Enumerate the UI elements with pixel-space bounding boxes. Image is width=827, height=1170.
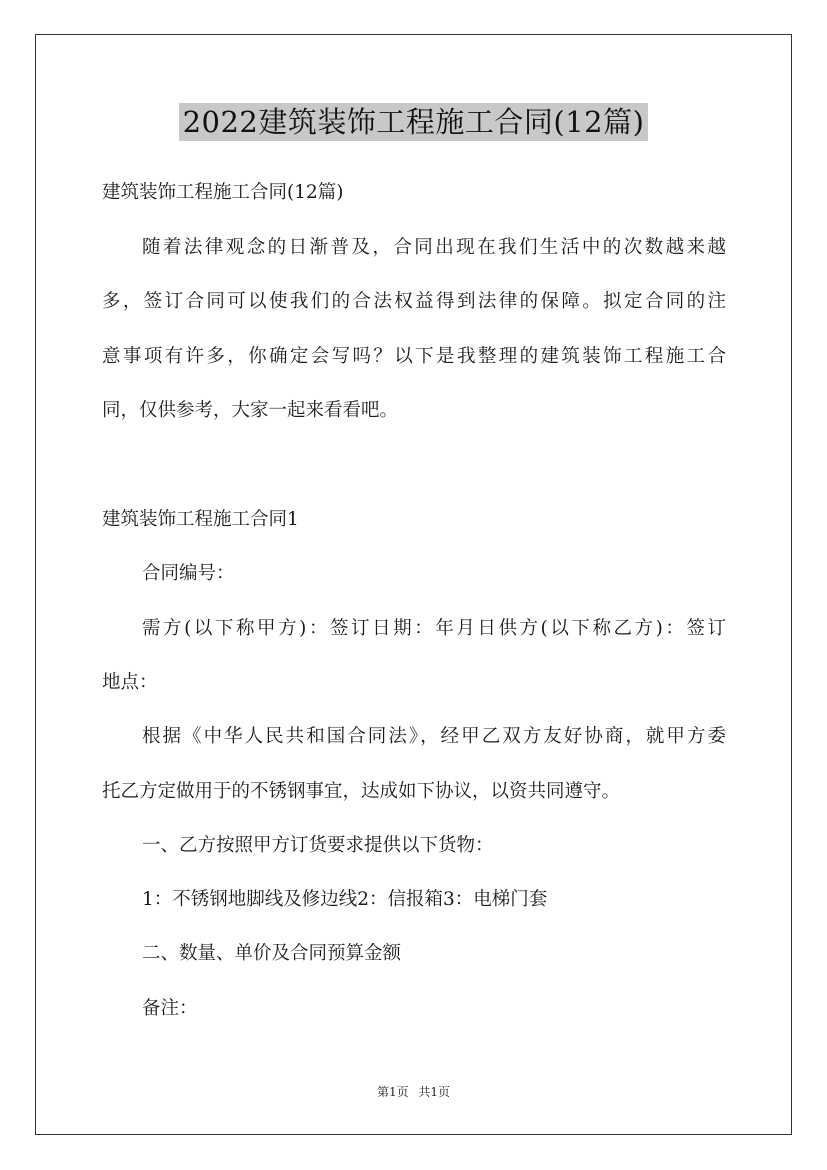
subtitle: 建筑装饰工程施工合同(12篇) bbox=[102, 182, 344, 203]
contract-number: 合同编号： bbox=[142, 563, 235, 584]
document-title: 2022建筑装饰工程施工合同(12篇) bbox=[179, 103, 649, 141]
page-footer bbox=[0, 1083, 827, 1100]
intro-line-1: 随着法律观念的日渐普及，合同出现在我们生活中的次数越来越 bbox=[142, 237, 726, 258]
intro-line-4: 同，仅供参考，大家一起来看看吧。 bbox=[102, 400, 399, 421]
page-total: 共1页 bbox=[418, 1085, 451, 1099]
remark: 备注： bbox=[142, 998, 198, 1019]
section-heading: 建筑装饰工程施工合同1 bbox=[102, 509, 299, 530]
title-container bbox=[0, 103, 827, 141]
clause-two: 二、数量、单价及合同预算金额 bbox=[142, 943, 402, 964]
clause-one: 一、乙方按照甲方订货要求提供以下货物： bbox=[142, 835, 494, 856]
page-number: 第1页 bbox=[376, 1085, 409, 1099]
basis-line-2: 托乙方定做用于的不锈钢事宜，达成如下协议，以资共同遵守。 bbox=[102, 781, 621, 802]
parties-line-2: 地点： bbox=[102, 672, 158, 693]
basis-line-1: 根据《中华人民共和国合同法》，经甲乙双方友好协商，就甲方委 bbox=[142, 726, 726, 747]
parties-line-1: 需方(以下称甲方)：签订日期：年月日供方(以下称乙方)：签订 bbox=[142, 618, 726, 639]
goods-list: 1：不锈钢地脚线及修边线2：信报箱3：电梯门套 bbox=[142, 889, 548, 910]
intro-line-2: 多，签订合同可以使我们的合法权益得到法律的保障。拟定合同的注 bbox=[102, 291, 726, 312]
intro-line-3: 意事项有许多，你确定会写吗？以下是我整理的建筑装饰工程施工合 bbox=[102, 346, 726, 367]
